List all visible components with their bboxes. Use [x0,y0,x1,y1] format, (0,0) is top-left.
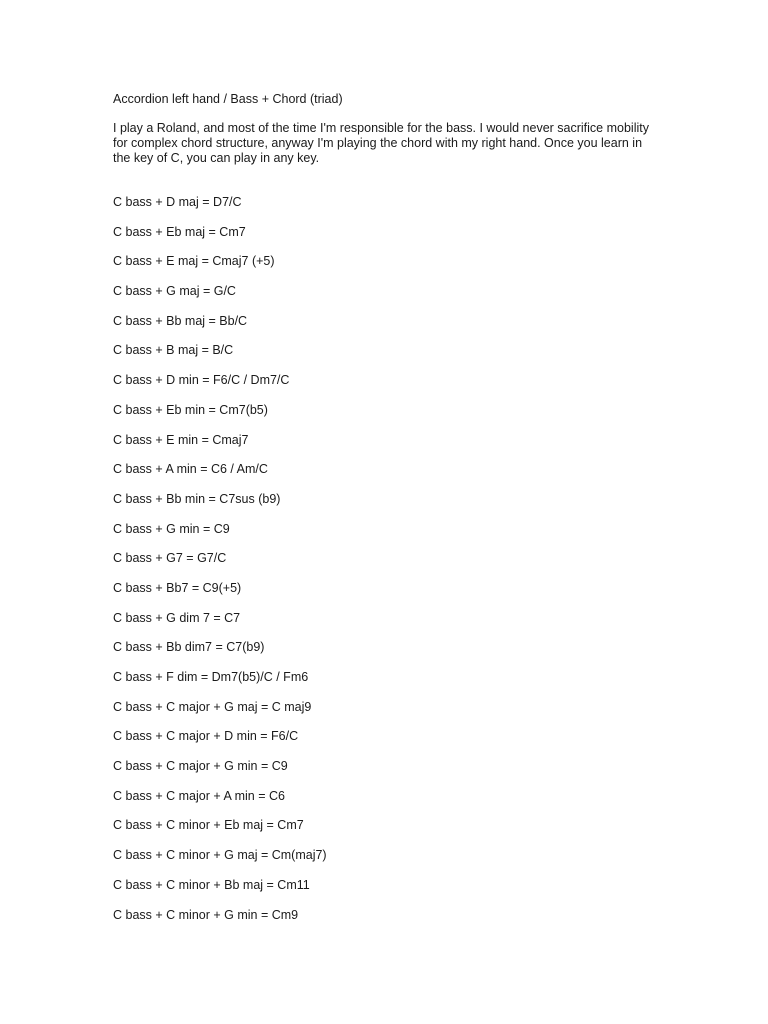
chord-line: C bass + C minor + G maj = Cm(maj7) [113,848,327,863]
chord-line: C bass + G maj = G/C [113,284,236,299]
chord-line: C bass + A min = C6 / Am/C [113,462,268,477]
chord-line: C bass + F dim = Dm7(b5)/C / Fm6 [113,670,309,684]
chord-line: C bass + E min = Cmaj7 [113,432,249,447]
chord-line: C bass + C major + D min = F6/C [113,729,299,744]
chord-line: C bass + G min = C9 [113,521,230,536]
document-title: Accordion left hand / Bass + Chord (triad) [113,92,343,106]
chord-line: C bass + E maj = Cmaj7 (+5) [113,254,275,269]
chord-line: C bass + C major + A min = C6 [113,788,285,803]
chord-line: C bass + D min = F6/C / Dm7/C [113,373,290,388]
chord-line: C bass + C major + G maj = C maj9 [113,699,312,714]
chord-line: C bass + Bb maj = Bb/C [113,313,248,328]
chord-line: C bass + Bb dim7 = C7(b9) [113,640,265,655]
intro-paragraph: I play a Roland, and most of the time I'm responsible for the bass. I would never sacrifice mobility for complex chord structure, anyway I'm playing the chord with my right hand. Once you learn in the key of C, you can play in any key. [113,121,649,165]
chord-line: C bass + C minor + Bb maj = Cm11 [113,877,310,892]
chord-list [113,194,658,936]
chord-line: C bass + Bb7 = C9(+5) [113,580,242,595]
chord-line: C bass + Eb maj = Cm7 [113,224,246,239]
chord-line: C bass + G dim 7 = C7 [113,610,241,625]
chord-line: C bass + D maj = D7/C [113,195,242,209]
chord-line: C bass + C minor + Eb maj = Cm7 [113,818,304,833]
chord-line: C bass + C major + G min = C9 [113,759,288,774]
chord-line: C bass + B maj = B/C [113,343,234,358]
chord-line: C bass + C minor + G min = Cm9 [113,907,299,922]
chord-line: C bass + G7 = G7/C [113,551,227,566]
chord-line: C bass + Eb min = Cm7(b5) [113,402,268,417]
chord-line: C bass + Bb min = C7sus (b9) [113,491,281,506]
document-content [113,91,658,936]
